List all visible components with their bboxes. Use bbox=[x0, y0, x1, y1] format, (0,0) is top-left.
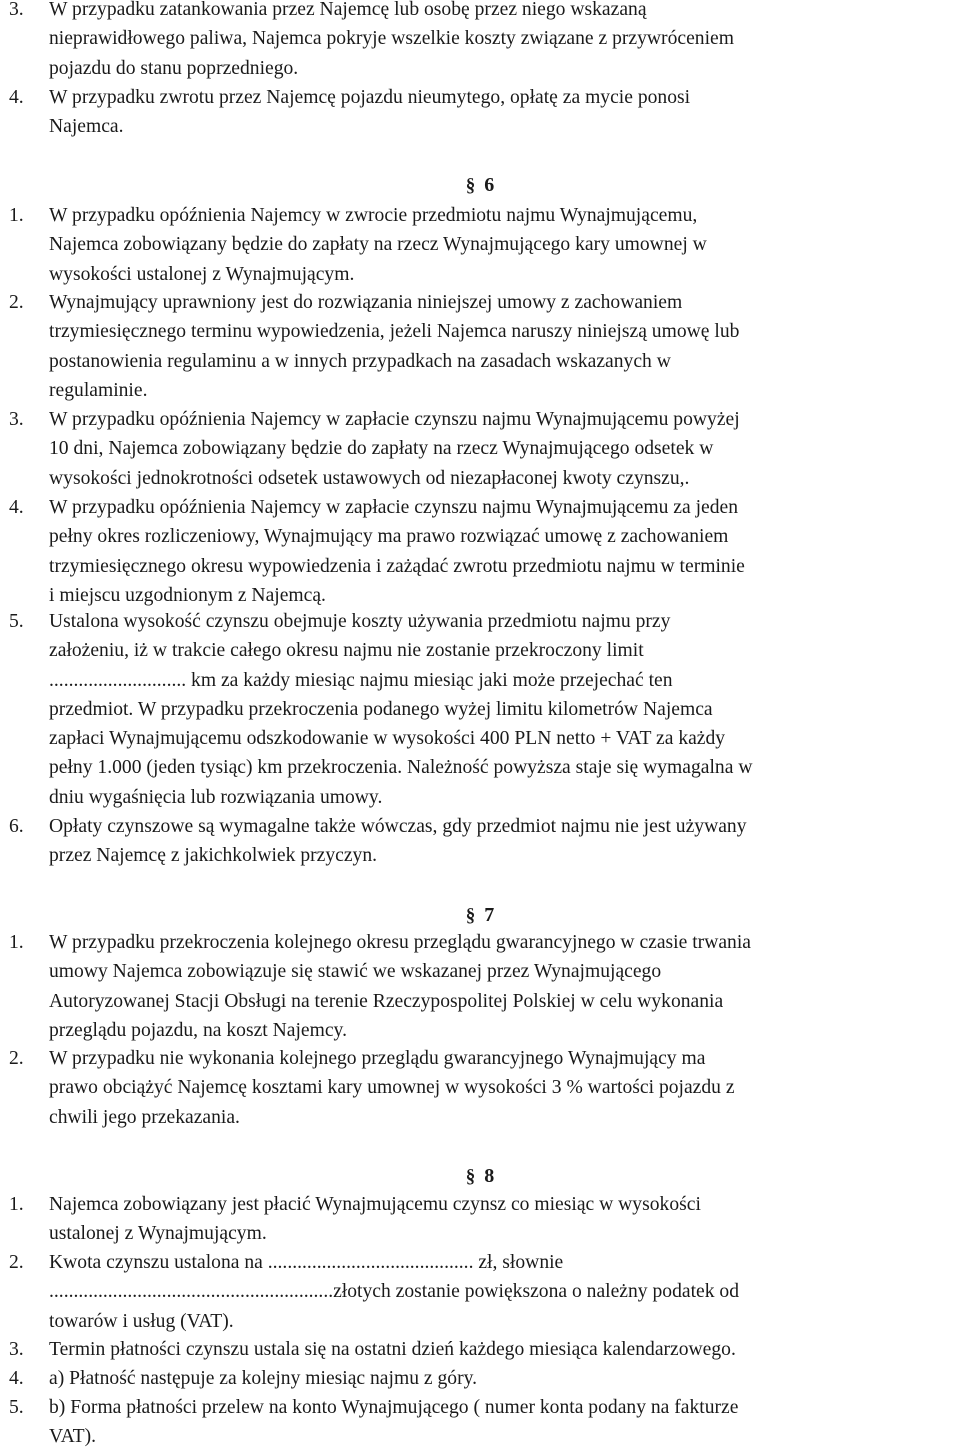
text-line: VAT). bbox=[49, 1426, 96, 1448]
section-number: 7 bbox=[484, 904, 495, 926]
text-line: Kwota czynszu ustalona na .......................................... zł, słownie bbox=[49, 1252, 564, 1273]
text-line: Autoryzowanej Stacji Obsługi na terenie Rzeczypospolitej Polskiej w celu wykonania bbox=[49, 990, 724, 1012]
text-line: W przypadku opóźnienia Najemcy w zwrocie przedmiotu najmu Wynajmującemu, bbox=[49, 205, 698, 226]
item-text bbox=[49, 1364, 960, 1393]
text-line: Najemca zobowiązany jest płacić Wynajmującemu czynsz co miesiąc w wysokości bbox=[49, 1194, 701, 1215]
item-text bbox=[49, 405, 960, 493]
text-line: trzymiesięcznego terminu wypowiedzenia, jeżeli Najemca naruszy niniejszą umowę lub bbox=[49, 321, 740, 343]
text-line: postanowienia regulaminu a w innych przypadkach na zasadach wskazanych w bbox=[49, 350, 671, 372]
text-line: W przypadku opóźnienia Najemcy w zapłacie czynszu najmu Wynajmującemu powyżej bbox=[49, 409, 740, 430]
text-line: przez Najemcę z jakichkolwiek przyczyn. bbox=[49, 845, 378, 867]
text-line: dniu wygaśnięcia lub rozwiązania umowy. bbox=[49, 786, 383, 808]
item-text bbox=[49, 1393, 960, 1452]
item-text bbox=[49, 1190, 960, 1249]
text-line: a) Płatność następuje za kolejny miesiąc najmu z góry. bbox=[49, 1368, 478, 1389]
item-text bbox=[49, 288, 960, 405]
text-line: założeniu, iż w trakcie całego okresu najmu nie zostanie przekroczony limit bbox=[49, 640, 644, 662]
item-number: 3. bbox=[9, 409, 24, 430]
item-text bbox=[49, 1248, 960, 1336]
text-line: W przypadku zatankowania przez Najemcę lub osobę przez niego wskazaną bbox=[49, 0, 647, 20]
section-heading-7 bbox=[0, 900, 960, 931]
text-line: ustalonej z Wynajmującym. bbox=[49, 1223, 267, 1245]
item-text bbox=[49, 493, 960, 610]
item-number: 3. bbox=[9, 1339, 24, 1360]
section-number: 6 bbox=[484, 174, 495, 196]
section-heading-6 bbox=[0, 170, 960, 201]
text-line: W przypadku opóźnienia Najemcy w zapłacie czynszu najmu Wynajmującemu za jeden bbox=[49, 497, 739, 518]
item-number: 1. bbox=[9, 1194, 24, 1215]
text-line: przeglądu pojazdu, na koszt Najemcy. bbox=[49, 1019, 347, 1041]
text-line: umowy Najemca zobowiązuje się stawić we wskazanej przez Wynajmującego bbox=[49, 961, 662, 983]
text-line: trzymiesięcznego okresu wypowiedzenia i zażądać zwrotu przedmiotu najmu w terminie bbox=[49, 555, 745, 577]
item-text bbox=[49, 1335, 960, 1364]
item-number: 2. bbox=[9, 292, 24, 313]
item-number: 5. bbox=[9, 1397, 24, 1418]
item-number: 5. bbox=[9, 611, 24, 632]
item-number: 2. bbox=[9, 1048, 24, 1069]
text-line: pełny 1.000 (jeden tysiąc) km przekroczenia. Należność powyższa staje się wymagalna w bbox=[49, 757, 753, 779]
text-line: Termin płatności czynszu ustala się na ostatni dzień każdego miesiąca kalendarzowego. bbox=[49, 1339, 736, 1360]
item-text bbox=[49, 201, 960, 289]
text-line: Opłaty czynszowe są wymagalne także wówczas, gdy przedmiot najmu nie jest używany bbox=[49, 816, 747, 837]
text-line: przedmiot. W przypadku przekroczenia podanego wyżej limitu kilometrów Najemca bbox=[49, 698, 713, 720]
text-line: Najemca. bbox=[49, 116, 124, 138]
text-line: towarów i usług (VAT). bbox=[49, 1310, 234, 1332]
item-text bbox=[49, 0, 960, 83]
text-line: i miejscu uzgodnionym z Najemcą. bbox=[49, 584, 326, 606]
text-line: wysokości ustalonej z Wynajmującym. bbox=[49, 263, 355, 285]
item-number: 6. bbox=[9, 816, 24, 837]
text-line: regulaminie. bbox=[49, 379, 148, 401]
text-line: Najemca zobowiązany będzie do zapłaty na rzecz Wynajmującego kary umownej w bbox=[49, 234, 707, 256]
item-number: 4. bbox=[9, 1368, 24, 1389]
text-line: pojazdu do stanu poprzedniego. bbox=[49, 57, 299, 79]
item-number: 2. bbox=[9, 1252, 24, 1273]
text-line: prawo obciążyć Najemcę kosztami kary umownej w wysokości 3 % wartości pojazdu z bbox=[49, 1077, 735, 1099]
section-symbol: § bbox=[465, 175, 476, 196]
section-number: 8 bbox=[484, 1165, 495, 1187]
section-symbol: § bbox=[465, 1166, 476, 1187]
text-line: ..........................................................złotych zostanie powiększona o należny podatek od bbox=[49, 1281, 740, 1303]
item-text bbox=[49, 1044, 960, 1132]
text-line: chwili jego przekazania. bbox=[49, 1106, 240, 1128]
text-line: nieprawidłowego paliwa, Najemca pokryje wszelkie koszty związane z przywróceniem bbox=[49, 28, 734, 50]
item-number: 4. bbox=[9, 497, 24, 518]
text-line: ............................ km za każdy miesiąc najmu miesiąc jaki może przejechać ten bbox=[49, 669, 673, 691]
text-line: W przypadku zwrotu przez Najemcę pojazdu nieumytego, opłatę za mycie ponosi bbox=[49, 87, 691, 108]
item-number: 4. bbox=[9, 87, 24, 108]
section-heading-8 bbox=[0, 1161, 960, 1192]
text-line: wysokości jednokrotności odsetek ustawowych od niezapłaconej kwoty czynszu,. bbox=[49, 467, 690, 489]
text-line: W przypadku przekroczenia kolejnego okresu przeglądu gwarancyjnego w czasie trwania bbox=[49, 932, 751, 953]
item-text bbox=[49, 607, 960, 812]
item-number: 3. bbox=[9, 0, 24, 20]
item-text bbox=[49, 812, 960, 871]
text-line: b) Forma płatności przelew na konto Wynajmującego ( numer konta podany na fakturze bbox=[49, 1397, 739, 1418]
item-number: 1. bbox=[9, 932, 24, 953]
item-number: 1. bbox=[9, 205, 24, 226]
text-line: Wynajmujący uprawniony jest do rozwiązania niniejszej umowy z zachowaniem bbox=[49, 292, 683, 313]
text-line: 10 dni, Najemca zobowiązany będzie do zapłaty na rzecz Wynajmującego odsetek w bbox=[49, 438, 714, 460]
section-symbol: § bbox=[465, 905, 476, 926]
text-line: Ustalona wysokość czynszu obejmuje koszty używania przedmiotu najmu przy bbox=[49, 611, 671, 632]
item-text bbox=[49, 928, 960, 1045]
item-text bbox=[49, 83, 960, 142]
text-line: W przypadku nie wykonania kolejnego przeglądu gwarancyjnego Wynajmujący ma bbox=[49, 1048, 706, 1069]
text-line: zapłaci Wynajmującemu odszkodowanie w wysokości 400 PLN netto + VAT za każdy bbox=[49, 728, 726, 750]
text-line: pełny okres rozliczeniowy, Wynajmujący ma prawo rozwiązać umowę z zachowaniem bbox=[49, 526, 729, 548]
